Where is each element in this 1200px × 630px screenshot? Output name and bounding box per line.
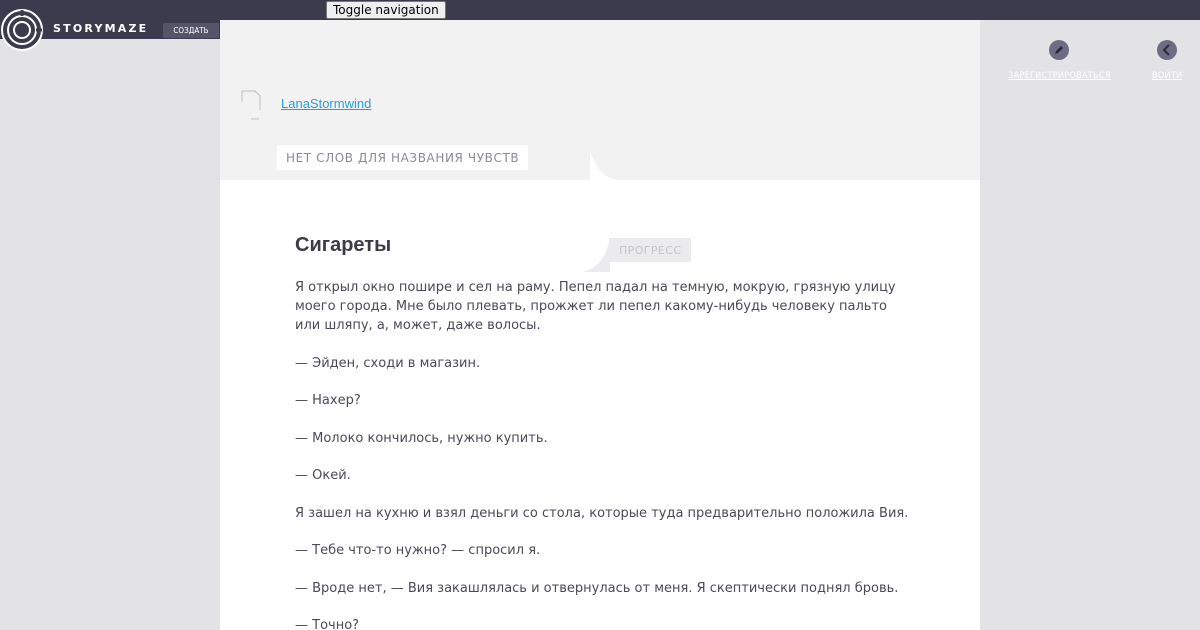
story-paragraph: Я открыл окно пошире и сел на раму. Пепел падал на темную, мокрую, грязную улицу моего города. Мне было плевать, прожжет ли пепел какому-нибудь человеку пальто или шляпу, а, может, даже волосы. [295,280,896,333]
storymaze-logo-icon[interactable] [0,8,44,52]
author-link[interactable]: LanaStormwind [281,96,372,111]
right-sidebar [980,20,1200,630]
story-paragraph: — Молоко кончилось, нужно купить. [295,430,548,446]
brand-name[interactable]: STORYMAZE [53,22,149,35]
top-navbar [0,0,1200,20]
author-avatar-image[interactable] [241,90,261,120]
pencil-icon[interactable] [1049,40,1069,60]
register-link[interactable]: ЗАРЕГИСТРИРОВАТЬСЯ [1008,71,1111,81]
story-tag[interactable]: НЕТ СЛОВ ДЛЯ НАЗВАНИЯ ЧУВСТВ [277,145,528,170]
progress-notch-shape [580,238,612,274]
create-button[interactable]: СОЗДАТЬ [163,23,219,38]
story-paragraph: — Точно? [295,618,360,630]
progress-status-badge: ПРОГРЕСС [609,238,691,262]
login-nav-item[interactable] [1152,40,1182,81]
chevron-left-icon[interactable] [1157,40,1177,60]
story-paragraph: Я зашел на кухню и взял деньги со стола, которые туда предварительно положила Вия. [295,505,909,521]
story-paragraph: — Эйден, сходи в магазин. [295,355,481,371]
story-body [295,278,915,630]
register-nav-item[interactable] [1008,40,1111,81]
story-main-column [220,20,980,630]
login-link[interactable]: ВОЙТИ [1152,71,1183,81]
story-title: Сигареты [295,234,392,256]
story-paragraph: — Тебе что-то нужно? — спросил я. [295,543,541,558]
story-paragraph: — Нахер? [295,393,361,408]
toggle-navigation-button[interactable]: Toggle navigation [326,1,446,19]
story-paragraph: — Вроде нет, — Вия закашлялась и отвернулась от меня. Я скептически поднял бровь. [295,580,899,596]
bubble-notch-shape [588,150,648,182]
story-paragraph: — Окей. [295,468,351,483]
